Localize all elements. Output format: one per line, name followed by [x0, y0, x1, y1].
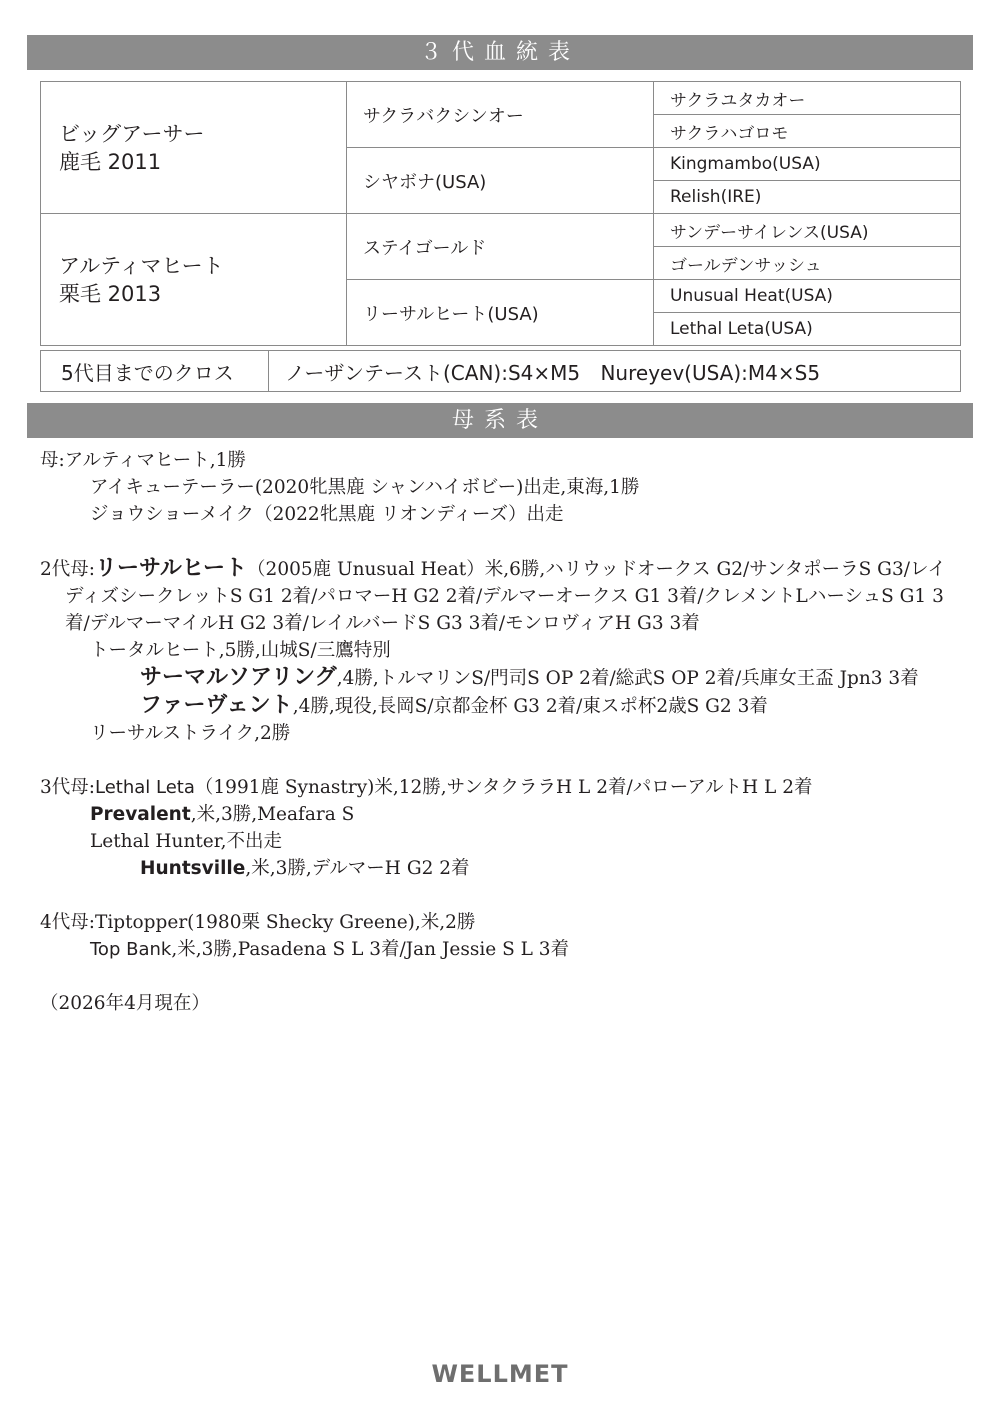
sire-sire-sire: サクラユタカオー — [654, 82, 961, 115]
fourth-dam-foal-1-text: ,米,3勝,Pasadena S L 3着/Jan Jessie S L 3着 — [171, 939, 570, 960]
third-dam-text: （1991鹿 Synastry)米,12勝,サンタクララH L 2着/パローアルトH L 2着 — [194, 777, 813, 798]
second-dam-foal-1: トータルヒート,5勝,山城S/三鷹特別 — [90, 640, 391, 661]
dam-dam-dam: Lethal Leta(USA) — [654, 313, 961, 346]
cross-value: ノーザンテースト(CAN):S4×M5 Nureyev(USA):M4×S5 — [269, 351, 961, 392]
third-dam-foal-1-name: Prevalent — [90, 804, 191, 825]
sire-info: 鹿毛 2011 — [59, 149, 162, 174]
grandfoal-1-name: サーマルソアリング — [140, 665, 337, 690]
grandfoal-2-text: ,4勝,現役,長岡S/京都金杯 G3 2着/東スポ杯2歳S G2 3着 — [292, 696, 768, 717]
sire-sire: サクラバクシンオー — [347, 82, 654, 148]
fourth-dam-foal-1-name: Top Bank — [90, 939, 172, 960]
dam-dam: リーサルヒート(USA) — [347, 280, 654, 346]
sire-cell — [41, 82, 347, 214]
second-dam-entry — [40, 555, 962, 637]
fourth-dam-entry — [40, 909, 962, 936]
fourth-dam-text: Tiptopper(1980栗 Shecky Greene),米,2勝 — [95, 912, 476, 933]
third-dam-prefix: 3代母: — [40, 777, 96, 798]
third-dam-grandfoal-text: ,米,3勝,デルマーH G2 2着 — [245, 858, 470, 879]
grandfoal-2-name: ファーヴェント — [140, 693, 293, 718]
second-dam-grandfoal-1 — [40, 664, 962, 692]
dam-name: アルティマヒート — [59, 253, 224, 278]
fourth-dam-foal-1 — [40, 936, 962, 963]
dam-line-body — [40, 447, 962, 1017]
second-dam-foal-2: リーサルストライク,2勝 — [90, 723, 291, 744]
dam-sire-sire: サンデーサイレンス(USA) — [654, 214, 961, 247]
pedigree-table — [40, 81, 961, 346]
dam-sire: ステイゴールド — [347, 214, 654, 280]
pedigree-section-header: ３代血統表 — [27, 35, 973, 70]
second-dam-name: リーサルヒート — [95, 556, 248, 581]
cross-label: 5代目までのクロス — [41, 351, 269, 392]
dam-prefix: 母: — [40, 450, 65, 471]
fourth-dam-prefix: 4代母: — [40, 912, 96, 933]
third-dam-foal-1 — [40, 801, 962, 828]
as-of-date: （2026年4月現在） — [40, 993, 210, 1014]
second-dam-text: （2005鹿 Unusual Heat）米,6勝,ハリウッドオークス G2/サンタポーラS G3/レイディズシークレットS G1 2着/パロマーH G2 2着/デルマーオークス G1 3着/クレメントLハーシュS G1 3着/デルマーマイルH G2 3着/レイルバードS G3 3着/モンロヴィアH G3 3着 — [65, 559, 947, 634]
sire-name: ビッグアーサー — [59, 121, 205, 146]
third-dam-foal-2: Lethal Hunter,不出走 — [90, 831, 282, 852]
dam-entry — [40, 447, 962, 474]
third-dam-name: Lethal Leta — [95, 777, 195, 798]
dam-sire-dam: ゴールデンサッシュ — [654, 247, 961, 280]
third-dam-grandfoal — [40, 855, 962, 882]
third-dam-entry — [40, 774, 962, 801]
grandfoal-1-text: ,4勝,トルマリンS/門司S OP 2着/総武S OP 2着/兵庫女王盃 Jpn3 3着 — [336, 668, 919, 689]
second-dam-prefix: 2代母: — [40, 559, 96, 580]
second-dam-grandfoal-2 — [40, 692, 962, 720]
dam-text: アルティマヒート,1勝 — [64, 450, 246, 471]
sire-dam-dam: Relish(IRE) — [654, 181, 961, 214]
dam-foal-1: アイキューテーラー(2020牝黒鹿 シャンハイボビー)出走,東海,1勝 — [90, 477, 640, 498]
dam-foal-2: ジョウショーメイク（2022牝黒鹿 リオンディーズ）出走 — [90, 504, 564, 525]
dam-cell — [41, 214, 347, 346]
third-dam-foal-1-text: ,米,3勝,Meafara S — [190, 804, 355, 825]
dam-line-section-header: 母系表 — [27, 403, 973, 438]
sire-dam: シヤボナ(USA) — [347, 148, 654, 214]
third-dam-grandfoal-name: Huntsville — [140, 858, 246, 879]
dam-dam-sire: Unusual Heat(USA) — [654, 280, 961, 313]
dam-info: 栗毛 2013 — [59, 281, 162, 306]
sire-dam-sire: Kingmambo(USA) — [654, 148, 961, 181]
cross-table — [40, 350, 961, 392]
wellmet-logo: WELLMET — [431, 1360, 569, 1388]
sire-sire-dam: サクラハゴロモ — [654, 115, 961, 148]
